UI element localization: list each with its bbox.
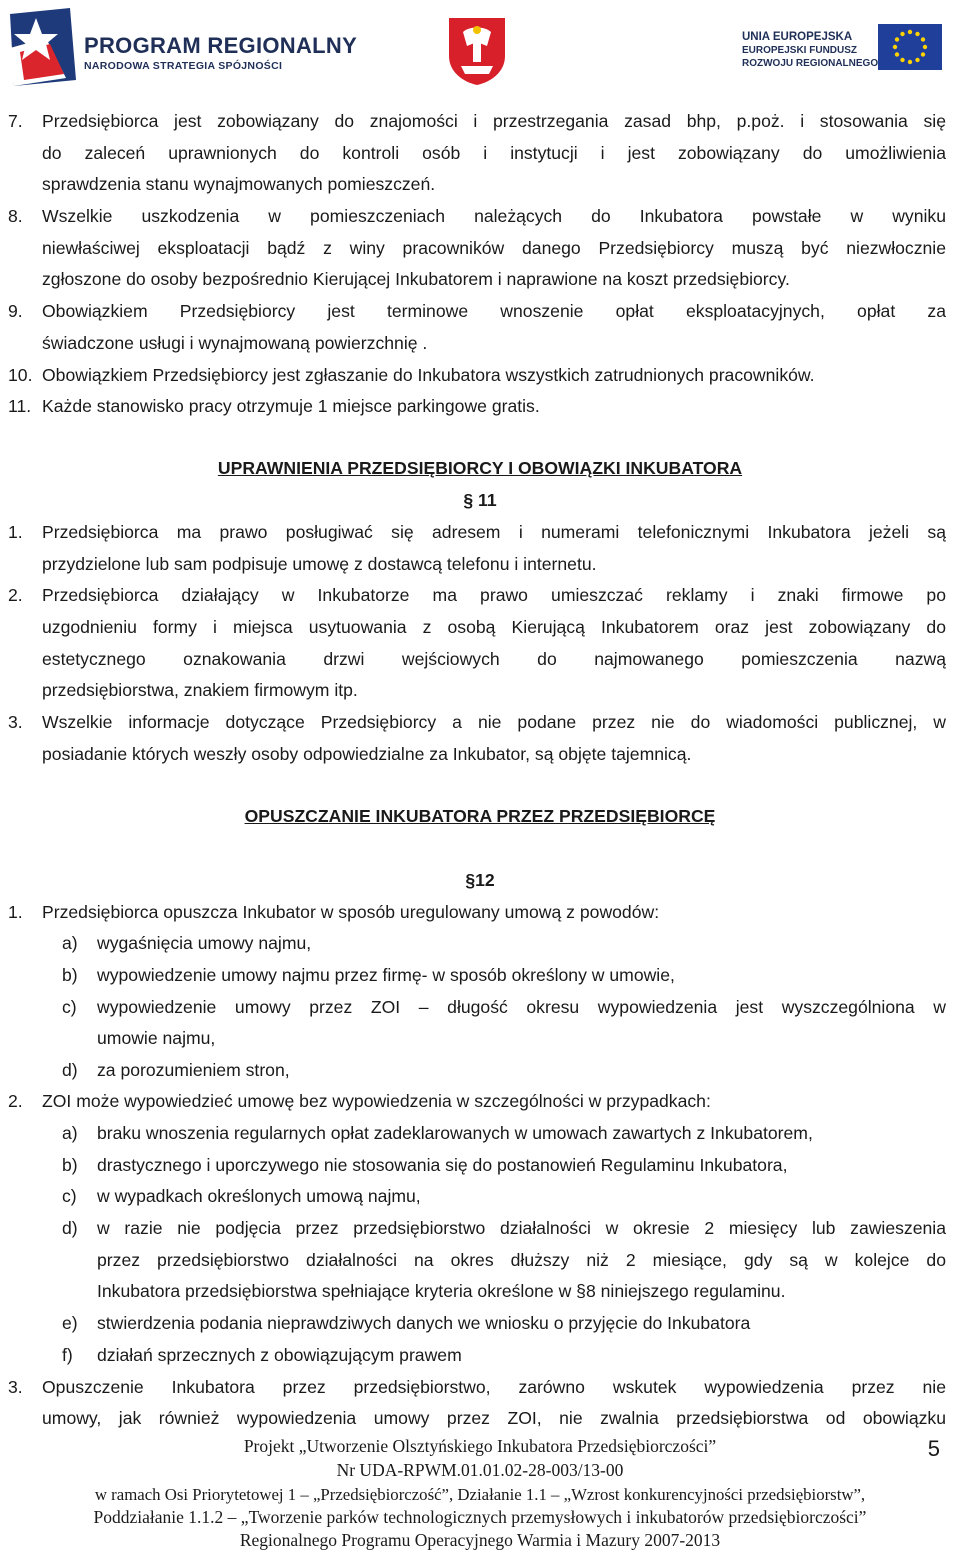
s12-item-1d: za porozumieniem stron,: [97, 1060, 290, 1080]
item-8-line-3: zgłoszone do osoby bezpośrednio Kierującej Inkubatorem i naprawione na koszt przedsiębiorcy.: [42, 269, 790, 289]
sub-item-letter: d): [62, 1218, 78, 1238]
footer-line-3: w ramach Osi Priorytetowej 1 – „Przedsiębiorczość”, Działanie 1.1 – „Wzrost konkurencyjności przedsiębiorstw”,: [94, 1485, 866, 1504]
sub-item-letter: c): [62, 1186, 77, 1206]
s11-item-3-line-2: posiadanie których weszły osoby odpowiedzialne za Inkubator, są objęte tajemnicą.: [42, 744, 692, 764]
s12-item-2-line: ZOI może wypowiedzieć umowę bez wypowiedzenia w szczególności w przypadkach:: [42, 1091, 711, 1111]
item-9-line-2: świadczone usługi i wynajmowaną powierzchnię .: [42, 333, 428, 353]
item-9-line-1: Obowiązkiem Przedsiębiorcy jest terminowe wnoszenie opłat eksploatacyjnych, opłat za: [42, 301, 946, 321]
s12-item-2a: braku wnoszenia regularnych opłat zadeklarowanych w umowach zawartych z Inkubatorem,: [97, 1123, 813, 1143]
item-number: 1.: [8, 902, 23, 922]
s11-item-2-line-3: estetycznego oznakowania drzwi wejściowych do najmowanego pomieszczenia nazwą: [42, 649, 946, 669]
section-heading: OPUSZCZANIE INKUBATORA PRZEZ PRZEDSIĘBIORCĘ: [244, 806, 716, 826]
item-number: 8.: [8, 206, 23, 226]
s12-item-2d-line-2: przez przedsiębiorstwo działalności na okres dłuższy niż 2 miesiące, gdy są w kolejce do: [97, 1250, 946, 1270]
paragraph-symbol: §12: [465, 870, 495, 890]
s12-item-2e: stwierdzenia podania nieprawdziwych danych we wniosku o przyjęcie do Inkubatora: [97, 1313, 751, 1333]
item-number: 3.: [8, 712, 23, 732]
paragraph-symbol: § 11: [463, 490, 497, 510]
sub-item-letter: d): [62, 1060, 78, 1080]
item-8-line-1: Wszelkie uszkodzenia w pomieszczeniach należących do Inkubatora powstałe w wyniku: [42, 206, 946, 226]
s11-item-2-line-4: przedsiębiorstwa, znakiem firmowym itp.: [42, 680, 358, 700]
item-number: 1.: [8, 522, 23, 542]
s12-item-2f: działań sprzecznych z obowiązującym prawem: [97, 1345, 462, 1365]
eu-line-3: ROZWOJU REGIONALNEGO: [742, 58, 879, 69]
page-footer: [0, 1434, 960, 1553]
s12-item-2b: drastycznego i uporczywego nie stosowania się do postanowień Regulaminu Inkubatora,: [97, 1155, 788, 1175]
sub-item-letter: a): [62, 933, 78, 953]
s11-item-3-line-1: Wszelkie informacje dotyczące Przedsiębiorcy a nie podane przez nie do wiadomości publicznej, w: [42, 712, 946, 732]
s11-item-2-line-1: Przedsiębiorca działający w Inkubatorze ma prawo umieszczać reklamy i znaki firmowe po: [42, 585, 946, 605]
item-number: 2.: [8, 585, 23, 605]
footer-line-5: Regionalnego Programu Operacyjnego Warmia i Mazury 2007-2013: [239, 1530, 721, 1550]
s12-item-1a: wygaśnięcia umowy najmu,: [97, 933, 312, 953]
sub-item-letter: a): [62, 1123, 78, 1143]
s12-item-1b: wypowiedzenie umowy najmu przez firmę- w sposób określony w umowie,: [97, 965, 675, 985]
program-title: PROGRAM REGIONALNY: [84, 33, 358, 58]
s11-item-1-line-1: Przedsiębiorca ma prawo posługiwać się adresem i numerami telefonicznymi Inkubatora jeżeli są: [42, 522, 946, 542]
item-7-line-2: do zaleceń uprawnionych do kontroli osób i instytucji i jest zobowiązany do umożliwienia: [42, 143, 946, 163]
s11-item-2-line-2: uzgodnieniu formy i miejsca usytuowania z osobą Kierującą Inkubatorem oraz jest zobowiązany do: [42, 617, 946, 637]
footer-line-4: Poddziałanie 1.1.2 – „Tworzenie parków technologicznych przemysłowych i inkubatorów przedsiębiorczości”: [93, 1507, 867, 1527]
s12-item-3-line-1: Opuszczenie Inkubatora przez przedsiębiorstwo, zarówno wskutek wypowiedzenia przez nie: [42, 1377, 946, 1397]
s12-item-1-line: Przedsiębiorca opuszcza Inkubator w sposób uregulowany umową z powodów:: [42, 902, 660, 922]
section-heading: UPRAWNIENIA PRZEDSIĘBIORCY I OBOWIĄZKI INKUBATORA: [217, 458, 743, 478]
s12-item-2c: w wypadkach określonych umową najmu,: [97, 1186, 421, 1206]
s12-item-3-line-2: umowy, jak również wypowiedzenia umowy przez ZOI, nie zwalnia przedsiębiorstwa od obowiązku: [42, 1408, 946, 1428]
item-number: 2.: [8, 1091, 23, 1111]
item-number: 11.: [8, 396, 32, 416]
sub-item-letter: c): [62, 997, 77, 1017]
eu-line-1: UNIA EUROPEJSKA: [742, 31, 853, 43]
page-number: 5: [927, 1436, 940, 1461]
item-number: 3.: [8, 1377, 23, 1397]
s12-item-2d-line-3: Inkubatora przedsiębiorstwa spełniające kryteria określone w §8 niniejszego regulaminu.: [97, 1281, 786, 1301]
item-number: 10.: [8, 365, 33, 385]
item-number: 7.: [8, 111, 23, 131]
sub-item-letter: e): [62, 1313, 78, 1333]
s12-item-1c-line-2: umowie najmu,: [97, 1028, 216, 1048]
item-11-line: Każde stanowisko pracy otrzymuje 1 miejsce parkingowe gratis.: [42, 396, 540, 416]
item-8-line-2: niewłaściwej eksploatacji bądź z winy pracowników danego Przedsiębiorcy muszą być niezwłocznie: [42, 238, 946, 258]
sub-item-letter: f): [62, 1345, 73, 1365]
sub-item-letter: b): [62, 965, 78, 985]
item-10-line: Obowiązkiem Przedsiębiorcy jest zgłaszanie do Inkubatora wszystkich zatrudnionych pracowników.: [42, 365, 815, 385]
item-number: 9.: [8, 301, 23, 321]
item-7-line-1: Przedsiębiorca jest zobowiązany do znajomości i przestrzegania zasad bhp, p.poż. i stosowania się: [42, 111, 946, 131]
item-7-line-3: sprawdzenia stanu wynajmowanych pomieszczeń.: [42, 174, 436, 194]
s12-item-1c-line-1: wypowiedzenie umowy przez ZOI – długość okresu wypowiedzenia jest wyszczególniona w: [97, 997, 946, 1017]
sub-item-letter: b): [62, 1155, 78, 1175]
footer-line-1: Projekt „Utworzenie Olsztyńskiego Inkubatora Przedsiębiorczości”: [243, 1436, 717, 1456]
s12-item-2d-line-1: w razie nie podjęcia przez przedsiębiorstwo działalności w okresie 2 miesięcy lub zawieszenia: [97, 1218, 946, 1238]
s11-item-1-line-2: przydzielone lub sam podpisuje umowę z dostawcą telefonu i internetu.: [42, 554, 597, 574]
footer-line-2: Nr UDA-RPWM.01.01.02-28-003/13-00: [336, 1460, 624, 1480]
program-subtitle: NARODOWA STRATEGIA SPÓJNOŚCI: [84, 60, 283, 72]
eu-line-2: EUROPEJSKI FUNDUSZ: [742, 45, 858, 56]
